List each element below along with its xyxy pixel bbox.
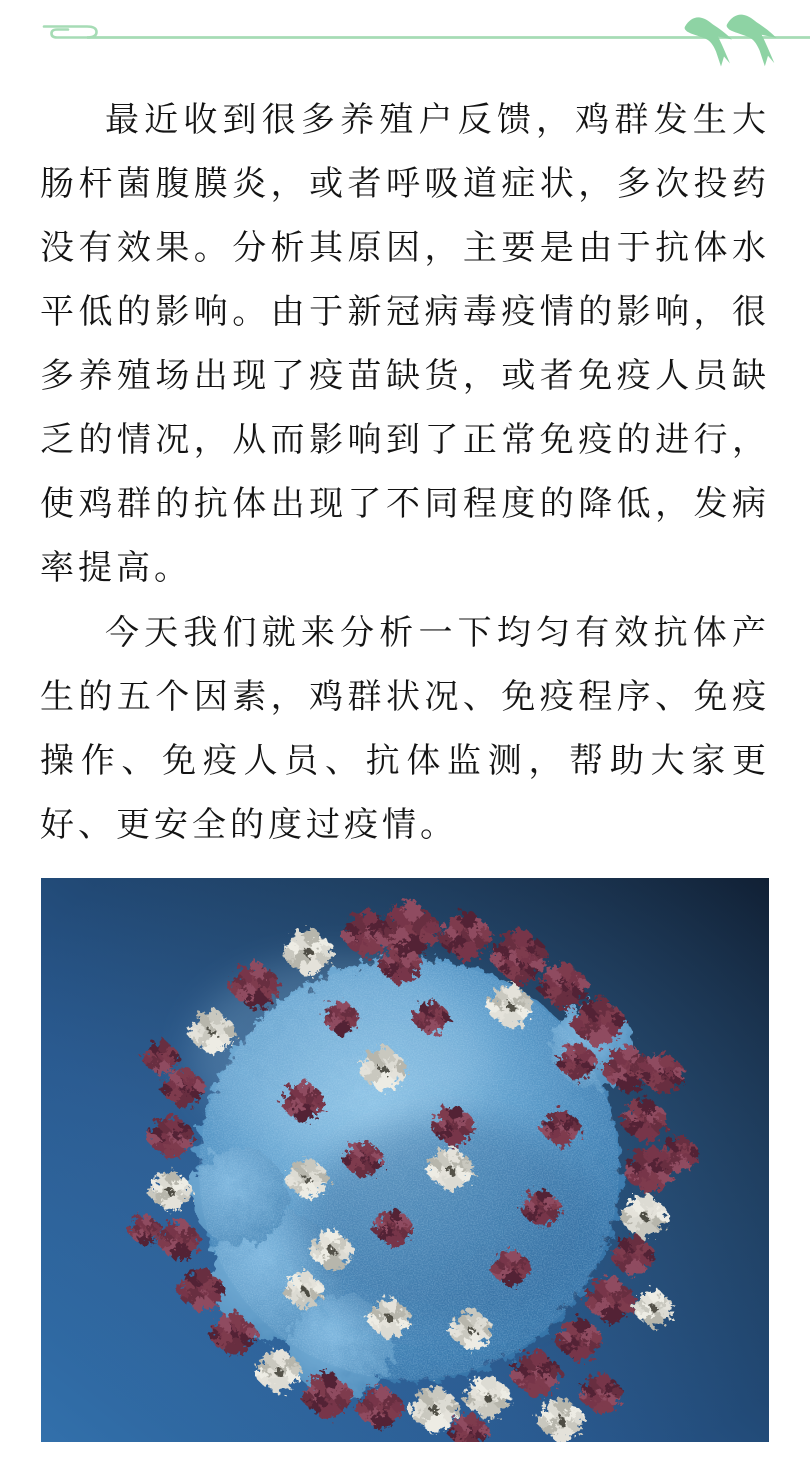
scroll-ornament-icon [44, 27, 97, 38]
paragraph-1: 最近收到很多养殖户反馈，鸡群发生大肠杆菌腹膜炎，或者呼吸道症状，多次投药没有效果。分析其原因，主要是由于抗体水平低的影响。由于新冠病毒疫情的影响，很多养殖场出现了疫苗缺货，或者免疫人员缺乏的情况，从而影响到了正常免疫的进行，使鸡群的抗体出现了不同程度的降低，发病率提高。 [40, 101, 770, 587]
header-ornament-graphic [0, 0, 810, 72]
article-body [0, 88, 810, 1442]
header-decoration [0, 0, 810, 72]
swallow-icon [727, 15, 777, 67]
virus-3d-render[interactable] [41, 878, 769, 1442]
swallow-icon [685, 17, 732, 66]
paragraph-2: 今天我们就来分析一下均匀有效抗体产生的五个因素，鸡群状况、免疫程序、免疫操作、免疫人员、抗体监测，帮助大家更好、更安全的度过疫情。 [40, 614, 770, 844]
virus-image[interactable] [41, 878, 769, 1442]
